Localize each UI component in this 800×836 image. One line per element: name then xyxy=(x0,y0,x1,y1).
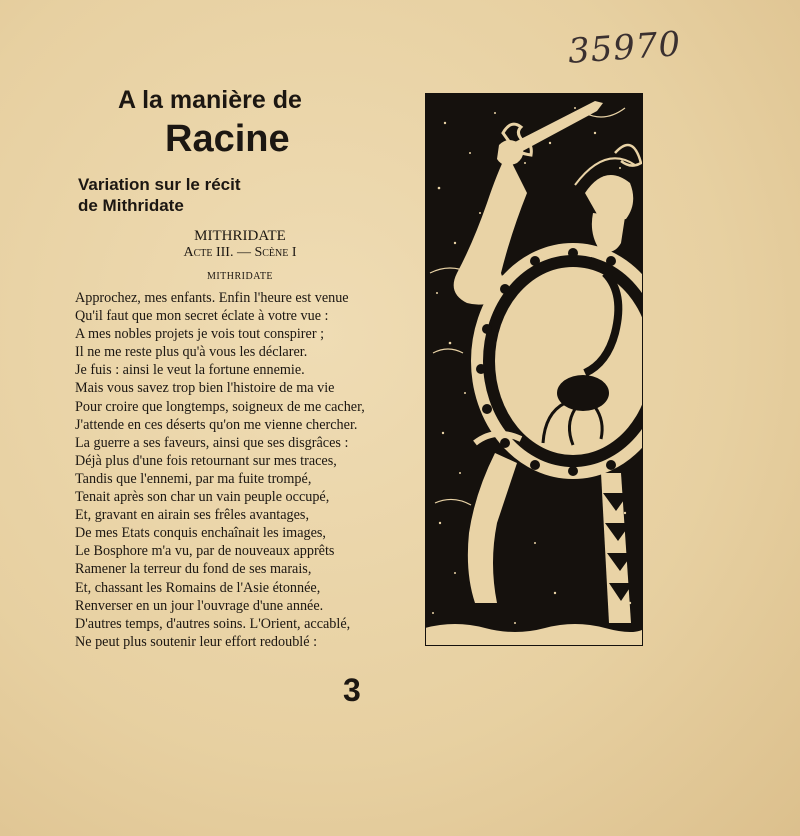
speaker-name: MITHRIDATE xyxy=(206,271,274,282)
verse-line: Ramener la terreur du fond de ses marais, xyxy=(75,561,312,578)
subtitle xyxy=(78,174,378,216)
verse-line: Tenait après son char un vain peuple occupé, xyxy=(75,489,330,506)
subtitle-line-1: Variation sur le récit xyxy=(78,175,241,194)
verse-line: Pour croire que longtemps, soigneux de me cacher, xyxy=(75,398,365,415)
verse-line: La guerre a ses faveurs, ainsi que ses disgrâces : xyxy=(75,434,349,451)
play-name: MITHRIDATE xyxy=(194,228,286,244)
verse-line: Tandis que l'ennemi, par ma fuite trompé, xyxy=(75,470,312,487)
verse-line: Déjà plus d'une fois retournant sur mes traces, xyxy=(75,452,337,469)
title-line-2: Racine xyxy=(165,118,290,160)
verse-line: J'attende en ces déserts qu'on me vienne chercher. xyxy=(75,416,358,433)
verse-block xyxy=(75,289,410,651)
warrior-woodcut-illustration xyxy=(425,93,643,646)
verse-line: Renverser en un jour l'ouvrage d'une année. xyxy=(75,597,324,614)
verse-line: Mais vous savez trop bien l'histoire de ma vie xyxy=(75,380,335,397)
verse-line: A mes nobles projets je vois tout conspirer ; xyxy=(75,326,325,343)
verse-line: Je fuis : ainsi le veut la fortune ennemie. xyxy=(75,362,305,379)
round-shield xyxy=(476,248,643,476)
verse-line: De mes Etats conquis enchaînait les images, xyxy=(75,525,326,542)
act-scene: Acte III. — Scène I xyxy=(183,245,297,260)
verse-line: Et, gravant en airain ses frêles avantages, xyxy=(75,507,309,524)
verse-line: Approchez, mes enfants. Enfin l'heure est venue xyxy=(75,290,349,306)
handwritten-annotation: 35970 xyxy=(566,24,683,72)
page-number: 3 xyxy=(343,672,361,708)
verse-line: Et, chassant les Romains de l'Asie étonnée, xyxy=(75,579,321,596)
verse-line: Ne peut plus soutenir leur effort redoublé : xyxy=(75,633,318,650)
verse-line: Il ne me reste plus qu'à vous les déclarer. xyxy=(75,344,308,361)
scorpion-body xyxy=(557,375,609,411)
title-line-1: A la manière de xyxy=(118,86,302,114)
subtitle-line-2: de Mithridate xyxy=(78,196,184,215)
verse-line: Le Bosphore m'a vu, par de nouveaux apprêts xyxy=(75,543,335,560)
verse-line: Qu'il faut que mon secret éclate à votre vue : xyxy=(75,308,329,325)
verse-line: D'autres temps, d'autres soins. L'Orient, accablé, xyxy=(75,615,351,632)
